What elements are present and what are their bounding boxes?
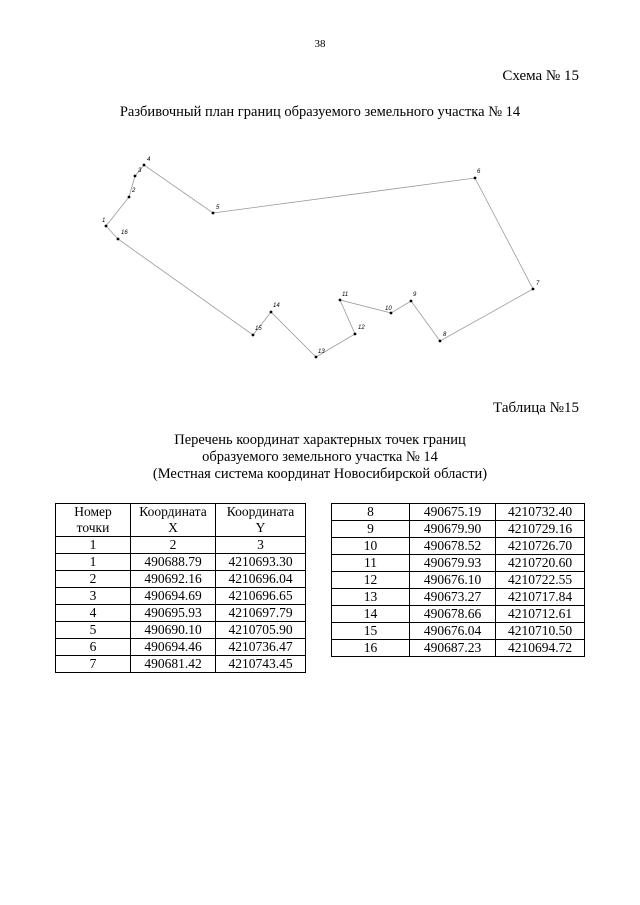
cell-y: 4210717.84 [496, 589, 585, 606]
cell-point: 8 [332, 504, 410, 521]
cell-x: 490678.66 [410, 606, 496, 623]
cell-y: 4210732.40 [496, 504, 585, 521]
cell-x: 490681.42 [131, 656, 216, 673]
table-label: Таблица №15 [493, 400, 579, 416]
boundary-point-4 [143, 164, 146, 167]
cell-point: 2 [56, 571, 131, 588]
cell-y: 4210743.45 [216, 656, 306, 673]
scheme-label: Схема № 15 [502, 68, 579, 84]
header-point: Номер точки [56, 504, 131, 537]
boundary-point-9 [410, 300, 413, 303]
table-row [332, 640, 585, 657]
cell-point: 14 [332, 606, 410, 623]
boundary-point-7 [532, 288, 535, 291]
table-row [56, 605, 306, 622]
cell-point: 6 [56, 639, 131, 656]
point-label: 4 [147, 157, 151, 163]
point-label: 9 [413, 292, 417, 298]
caption-line-3: (Местная система координат Новосибирской области) [152, 466, 488, 482]
point-label: 6 [477, 169, 481, 175]
point-label: 7 [536, 281, 540, 287]
cell-point: 15 [332, 623, 410, 640]
table-row [56, 554, 306, 571]
cell-point: 3 [56, 588, 131, 605]
column-number-row: 1 2 3 [56, 537, 306, 554]
table-row [332, 538, 585, 555]
table-row [56, 588, 306, 605]
cell-point: 11 [332, 555, 410, 572]
cell-point: 5 [56, 622, 131, 639]
cell-y: 4210720.60 [496, 555, 585, 572]
cell-y: 4210696.65 [216, 588, 306, 605]
cell-x: 490688.79 [131, 554, 216, 571]
table-row [56, 656, 306, 673]
cell-y: 4210705.90 [216, 622, 306, 639]
point-label: 5 [216, 205, 220, 211]
boundary-point-13 [315, 356, 318, 359]
point-label: 16 [121, 230, 128, 236]
point-label: 10 [385, 306, 392, 312]
table-row [332, 555, 585, 572]
cell-y: 4210694.72 [496, 640, 585, 657]
cell-x: 490694.46 [131, 639, 216, 656]
cell-point: 16 [332, 640, 410, 657]
coordinates-table-left [55, 503, 306, 673]
cell-x: 490687.23 [410, 640, 496, 657]
point-label: 1 [102, 218, 106, 224]
boundary-point-3 [134, 175, 137, 178]
boundary-point-14 [270, 311, 273, 314]
cell-x: 490695.93 [131, 605, 216, 622]
cell-x: 490692.16 [131, 571, 216, 588]
cell-x: 490690.10 [131, 622, 216, 639]
boundary-point-12 [354, 333, 357, 336]
page-number: 38 [314, 38, 326, 50]
table-caption [0, 432, 640, 483]
boundary-point-1 [105, 225, 108, 228]
cell-point: 9 [332, 521, 410, 538]
table-row [332, 589, 585, 606]
caption-line-2: образуемого земельного участка № 14 [202, 449, 438, 465]
cell-y: 4210693.30 [216, 554, 306, 571]
table-row [332, 623, 585, 640]
cell-y: 4210697.79 [216, 605, 306, 622]
point-label: 13 [318, 349, 325, 355]
table-row [56, 622, 306, 639]
table-row [56, 639, 306, 656]
boundary-point-16 [117, 238, 120, 241]
plan-title: Разбивочный план границ образуемого земельного участка № 14 [119, 104, 521, 120]
cell-point: 10 [332, 538, 410, 555]
boundary-point-8 [439, 340, 442, 343]
cell-y: 4210712.61 [496, 606, 585, 623]
table-row [332, 521, 585, 538]
cell-x: 490676.04 [410, 623, 496, 640]
boundary-point-11 [339, 299, 342, 302]
point-label: 11 [342, 292, 349, 298]
cell-x: 490676.10 [410, 572, 496, 589]
cell-y: 4210722.55 [496, 572, 585, 589]
caption-line-1: Перечень координат характерных точек границ [174, 432, 466, 448]
boundary-plan [0, 0, 640, 400]
cell-point: 7 [56, 656, 131, 673]
boundary-polygon [106, 165, 533, 357]
boundary-point-5 [212, 212, 215, 215]
cell-point: 12 [332, 572, 410, 589]
boundary-point-2 [128, 196, 131, 199]
header-x: Координата X [131, 504, 216, 537]
point-label: 15 [255, 326, 262, 332]
cell-point: 13 [332, 589, 410, 606]
point-label: 14 [273, 303, 280, 309]
cell-y: 4210729.16 [496, 521, 585, 538]
table-row [332, 504, 585, 521]
cell-x: 490675.19 [410, 504, 496, 521]
table-header-row [56, 504, 306, 537]
cell-point: 4 [56, 605, 131, 622]
point-label: 3 [138, 168, 142, 174]
boundary-point-15 [252, 334, 255, 337]
table-row [332, 572, 585, 589]
point-label: 2 [132, 188, 136, 194]
cell-x: 490679.90 [410, 521, 496, 538]
cell-point: 1 [56, 554, 131, 571]
table-row [56, 571, 306, 588]
boundary-point-6 [474, 177, 477, 180]
table-row [332, 606, 585, 623]
coordinates-table-right [331, 503, 585, 657]
cell-y: 4210696.04 [216, 571, 306, 588]
cell-y: 4210710.50 [496, 623, 585, 640]
cell-x: 490694.69 [131, 588, 216, 605]
point-label: 8 [443, 332, 447, 338]
cell-y: 4210726.70 [496, 538, 585, 555]
cell-x: 490673.27 [410, 589, 496, 606]
point-label: 12 [358, 325, 365, 331]
cell-y: 4210736.47 [216, 639, 306, 656]
header-y: Координата Y [216, 504, 306, 537]
cell-x: 490678.52 [410, 538, 496, 555]
boundary-point-10 [390, 312, 393, 315]
cell-x: 490679.93 [410, 555, 496, 572]
